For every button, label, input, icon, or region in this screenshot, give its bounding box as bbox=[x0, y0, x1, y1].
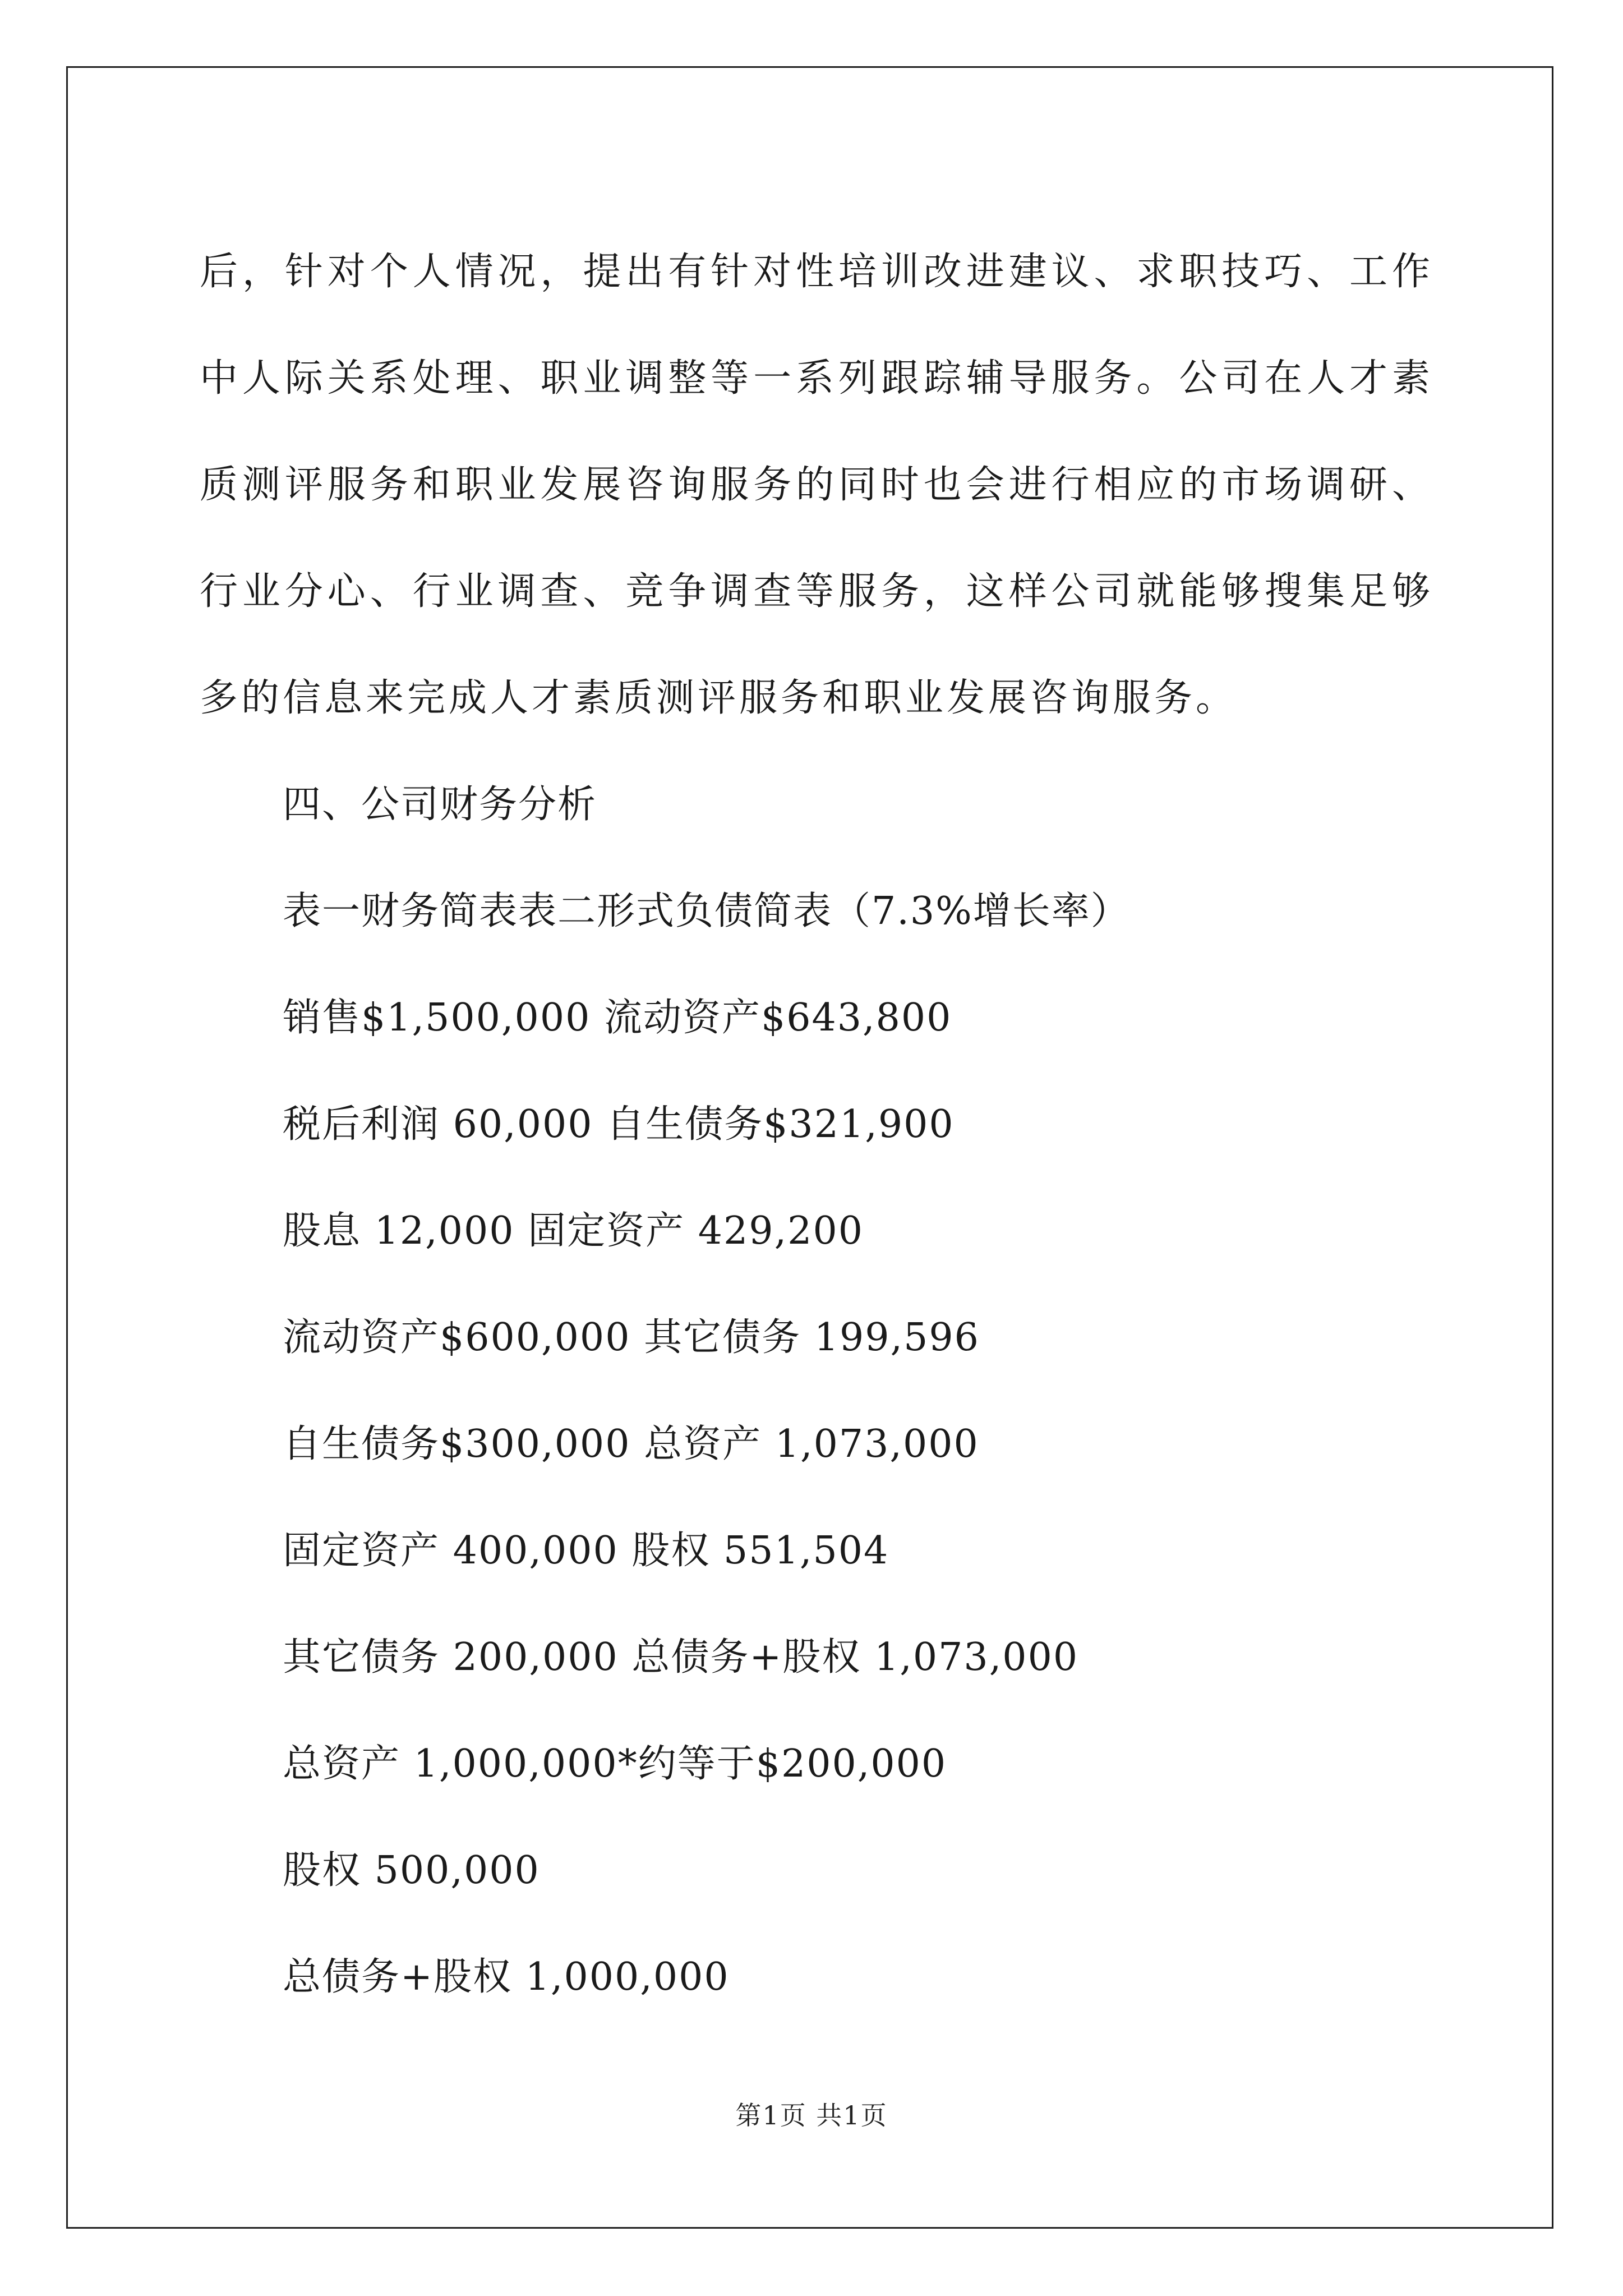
financial-line: 自生债务$300,000 总资产 1,073,000 bbox=[283, 1422, 979, 1466]
financial-line: 固定资产 400,000 股权 551,504 bbox=[283, 1529, 889, 1573]
financial-line: 股息 12,000 固定资产 429,200 bbox=[283, 1209, 864, 1253]
financial-line: 总债务+股权 1,000,000 bbox=[283, 1955, 730, 1999]
section-heading: 四、公司财务分析 bbox=[283, 783, 597, 827]
financial-line: 流动资产$600,000 其它债务 199,596 bbox=[283, 1315, 980, 1360]
financial-line: 其它债务 200,000 总债务+股权 1,073,000 bbox=[283, 1635, 1079, 1680]
financial-line: 总资产 1,000,000*约等于$200,000 bbox=[283, 1742, 947, 1786]
intro-paragraph: 后，针对个人情况，提出有针对性培训改进建议、求职技巧、工作中人际关系处理、职业调整等一系列跟踪辅导服务。公司在人才素质测评服务和职业发展咨询服务的同时也会进行相应的市场调研、行业分心、行业调查、竞争调查等服务，这样公司就能够搜集足够多的信息来完成人才素质测评服务和职业发展咨询服务。 bbox=[200, 250, 1433, 720]
table-caption: 表一财务简表表二形式负债简表（7.3%增长率） bbox=[283, 889, 1130, 933]
financial-line: 股权 500,000 bbox=[283, 1848, 540, 1893]
financial-line: 销售$1,500,000 流动资产$643,800 bbox=[283, 996, 952, 1040]
financial-line: 税后利润 60,000 自生债务$321,900 bbox=[283, 1102, 955, 1147]
page-footer: 第1页 共1页 bbox=[735, 2100, 888, 2131]
document-body bbox=[200, 219, 1433, 2031]
